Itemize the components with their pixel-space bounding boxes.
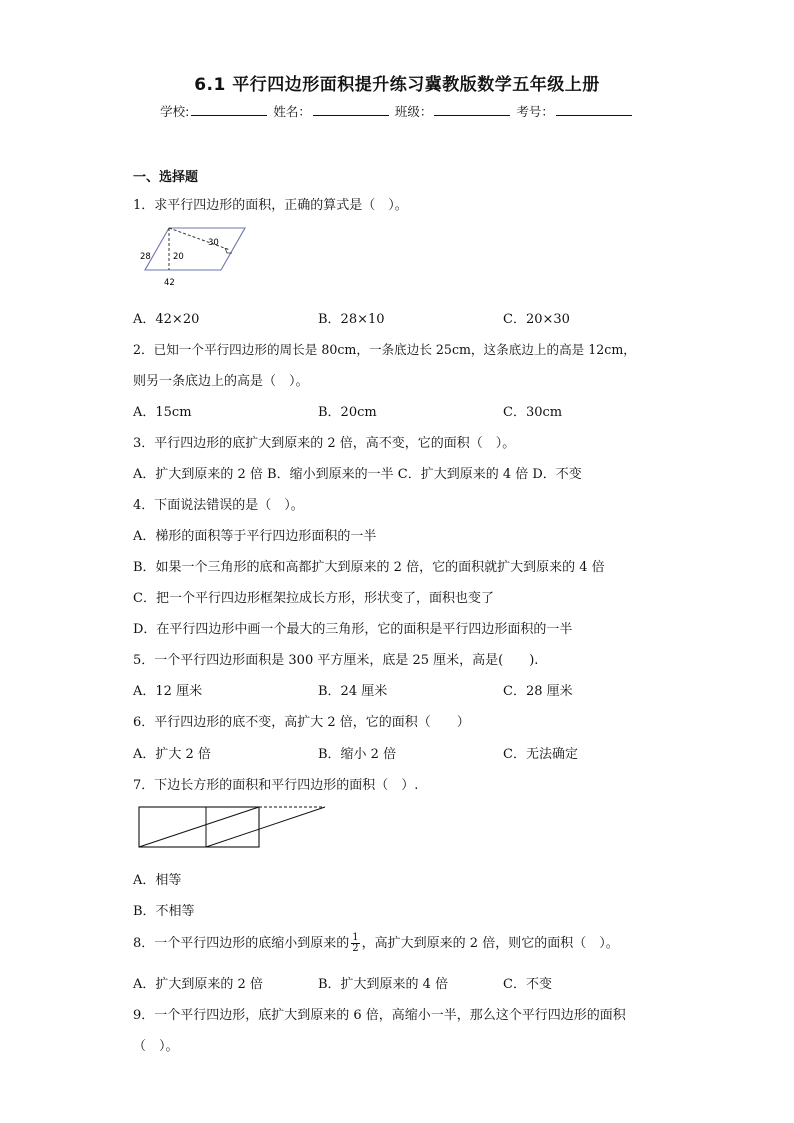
label-42: 42	[164, 278, 175, 288]
q1-parallelogram-figure	[133, 222, 251, 290]
q4-stem: 4．下面说法错误的是（ ）。	[133, 498, 304, 513]
parallelogram-right-side	[206, 807, 325, 847]
label-20: 20	[173, 252, 184, 262]
label-28: 28	[140, 252, 151, 262]
q6-option-a[interactable]: A．扩大 2 倍	[133, 747, 211, 762]
q7-option-a[interactable]: A．相等	[133, 873, 182, 888]
q2-option-a[interactable]: A．15cm	[133, 405, 192, 420]
student-info-line	[0, 102, 794, 120]
name-blank[interactable]	[313, 103, 389, 116]
slant-height-line	[169, 228, 230, 250]
exam-number-blank[interactable]	[556, 103, 632, 116]
q5-option-b[interactable]: B．24 厘米	[318, 684, 388, 699]
q8-option-a[interactable]: A．扩大到原来的 2 倍	[133, 977, 263, 992]
fraction-numerator: 1	[352, 932, 359, 943]
q4-option-a[interactable]: A．梯形的面积等于平行四边形面积的一半	[133, 529, 377, 544]
exam-number-label: 考号：	[516, 104, 554, 119]
q8-option-b[interactable]: B．扩大到原来的 4 倍	[318, 977, 449, 992]
q4-option-b[interactable]: B．如果一个三角形的底和高都扩大到原来的 2 倍，它的面积就扩大到原来的 4 倍	[133, 560, 605, 575]
q2-stem-line2: 则另一条底边上的高是（ ）。	[133, 374, 309, 389]
parallelogram-left-side	[139, 807, 259, 847]
q7-stem: 7．下边长方形的面积和平行四边形的面积（ ）.	[133, 778, 419, 793]
q3-options[interactable]: A．扩大到原来的 2 倍 B．缩小到原来的一半 C．扩大到原来的 4 倍 D．不变	[133, 467, 582, 482]
q3-stem: 3．平行四边形的底扩大到原来的 2 倍，高不变，它的面积（ ）。	[133, 436, 516, 451]
class-label: 班级：	[394, 104, 433, 119]
q4-option-d[interactable]: D．在平行四边形中画一个最大的三角形，它的面积是平行四边形面积的一半	[133, 622, 573, 637]
q2-option-b[interactable]: B．20cm	[318, 405, 377, 420]
q8-stem-post: ，高扩大到原来的 2 倍，则它的面积（ ）。	[361, 936, 619, 951]
section-title: 一、选择题	[133, 170, 199, 185]
q5-option-a[interactable]: A．12 厘米	[133, 684, 203, 699]
school-blank[interactable]	[191, 103, 267, 116]
school-label: 学校:	[160, 104, 190, 119]
q8-stem-pre: 8．一个平行四边形的底缩小到原来的	[133, 936, 350, 951]
q5-option-c[interactable]: C．28 厘米	[503, 684, 573, 699]
q2-stem-line1: 2．已知一个平行四边形的周长是 80cm，一条底边长 25cm，这条底边上的高是 12cm，	[133, 342, 636, 357]
q7-option-b[interactable]: B．不相等	[133, 904, 195, 919]
fraction-denominator: 2	[352, 943, 359, 954]
class-blank[interactable]	[434, 103, 510, 116]
q6-option-b[interactable]: B．缩小 2 倍	[318, 747, 397, 762]
q1-stem: 1．求平行四边形的面积，正确的算式是（ ）。	[133, 198, 408, 213]
q6-stem: 6．平行四边形的底不变，高扩大 2 倍，它的面积（ ）	[133, 715, 470, 730]
q9-stem-line2: （ ）。	[133, 1039, 179, 1054]
q1-option-a[interactable]: A．42×20	[133, 312, 200, 327]
name-label: 姓名：	[273, 104, 311, 119]
label-30: 30	[208, 238, 219, 248]
q9-stem-line1: 9．一个平行四边形，底扩大到原来的 6 倍，高缩小一半，那么这个平行四边形的面积	[133, 1008, 626, 1023]
q8-stem	[133, 932, 619, 954]
q1-option-b[interactable]: B．28×10	[318, 312, 385, 327]
q2-option-c[interactable]: C．30cm	[503, 405, 563, 420]
q5-stem: 5．一个平行四边形面积是 300 平方厘米，底是 25 厘米，高是( ).	[133, 653, 539, 668]
page-title: 6.1 平行四边形面积提升练习冀教版数学五年级上册	[194, 75, 600, 95]
q8-option-c[interactable]: C．不变	[503, 977, 552, 992]
q8-fraction	[351, 933, 359, 954]
q1-option-c[interactable]: C．20×30	[503, 312, 570, 327]
q6-option-c[interactable]: C．无法确定	[503, 747, 578, 762]
q7-rectangle-parallelogram-figure	[133, 803, 329, 851]
q4-option-c[interactable]: C．把一个平行四边形框架拉成长方形，形状变了，面积也变了	[133, 591, 494, 606]
parallelogram-outline	[145, 228, 245, 270]
